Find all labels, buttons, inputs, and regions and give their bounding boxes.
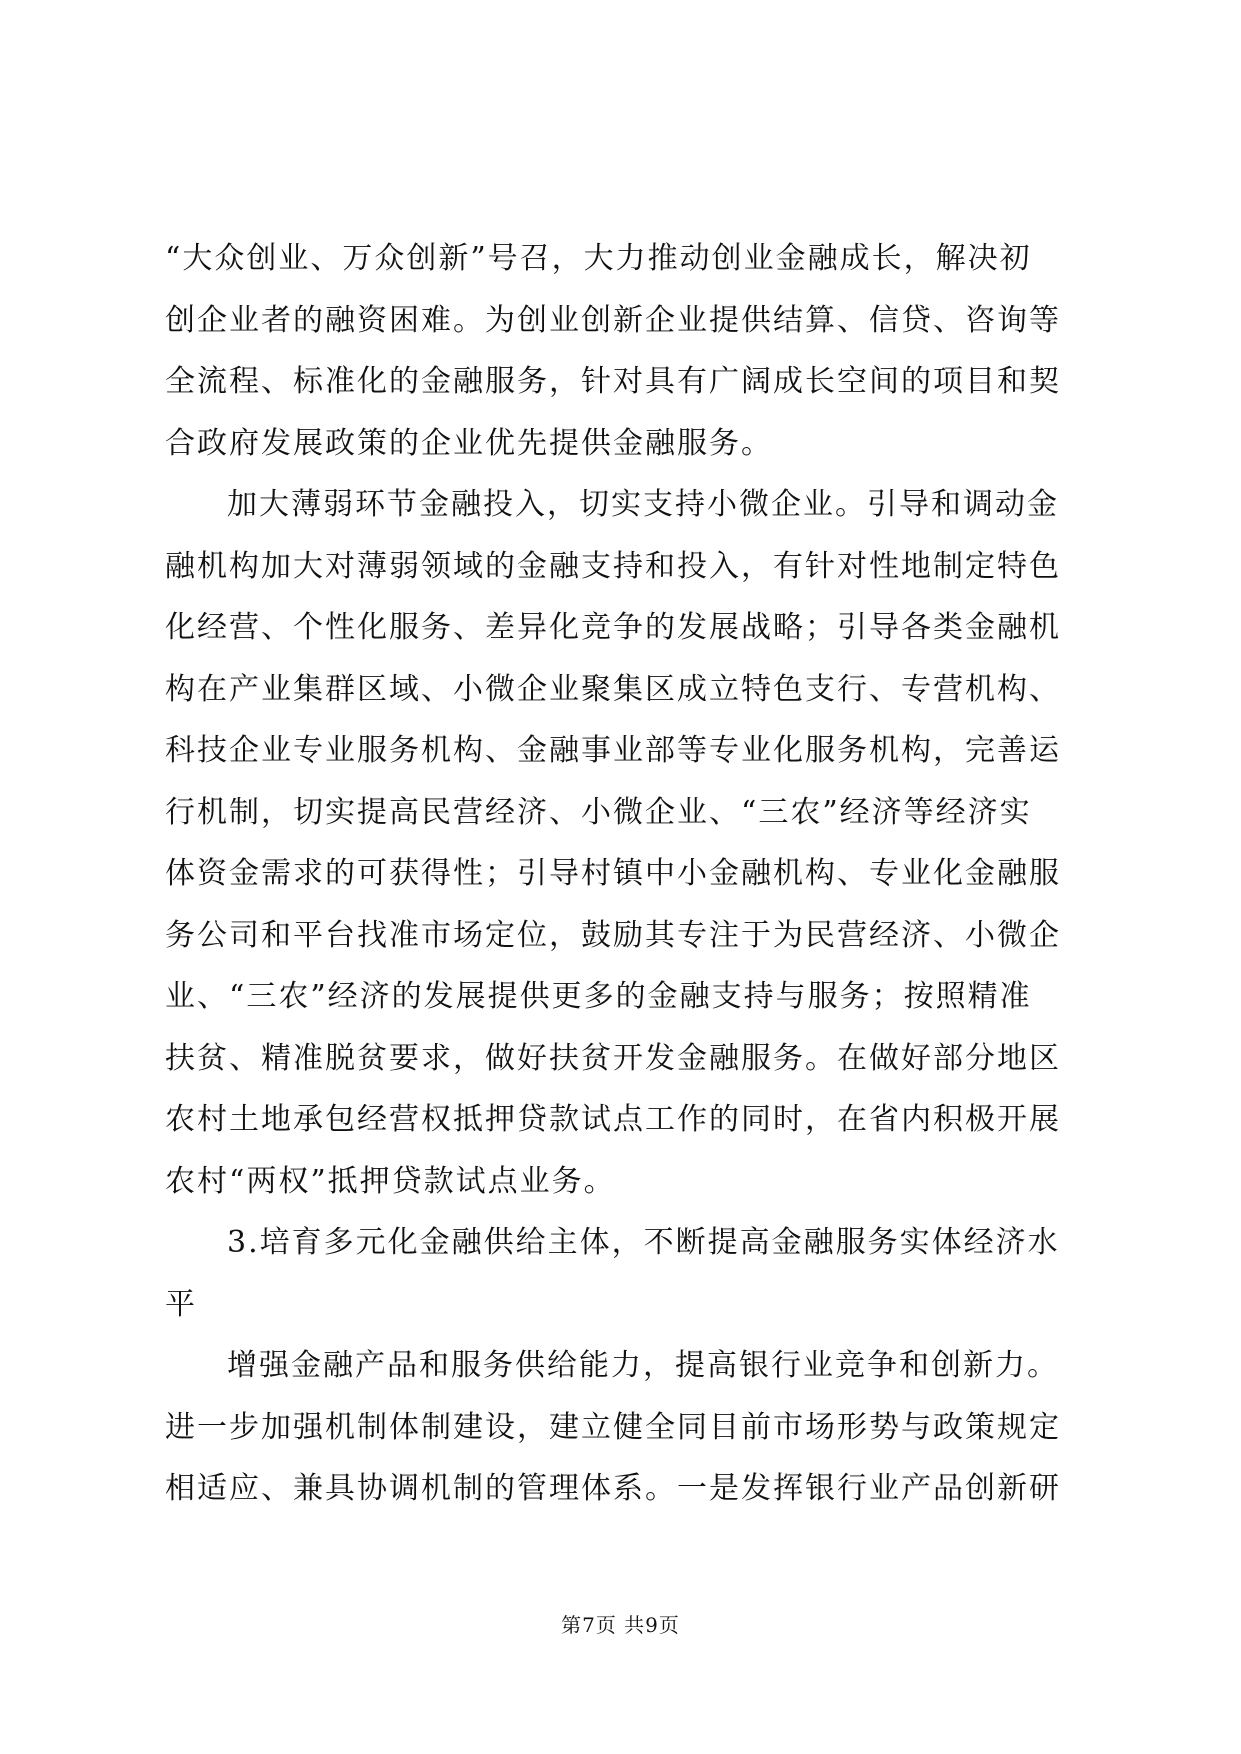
page-number-footer: 第7页 共9页 <box>561 1613 680 1637</box>
text-line: 务公司和平台找准市场定位，鼓励其专注于为民营经济、小微企 <box>165 917 1061 953</box>
text-line: 融机构加大对薄弱领域的金融支持和投入，有针对性地制定特色 <box>165 548 1061 584</box>
text-line: 创企业者的融资困难。为创业创新企业提供结算、信贷、咨询等 <box>165 302 1061 338</box>
document-body <box>165 228 1085 1520</box>
text-line: 合政府发展政策的企业优先提供金融服务。 <box>165 425 773 461</box>
paragraph-first-line: 加大薄弱环节金融投入，切实支持小微企业。引导和调动金 <box>227 487 1059 522</box>
text-line: 农村土地承包经营权抵押贷款试点工作的同时，在省内积极开展 <box>165 1102 1061 1137</box>
text-line: 进一步加强机制体制建设，建立健全同目前市场形势与政策规定 <box>165 1409 1061 1445</box>
text-line: “大众创业、万众创新”号召，大力推动创业金融成长，解决初 <box>165 241 1032 276</box>
text-line: 化经营、个性化服务、差异化竞争的发展战略；引导各类金融机 <box>165 610 1061 645</box>
text-line: 业、“三农”经济的发展提供更多的金融支持与服务；按照精准 <box>165 979 1032 1014</box>
text-line: 构在产业集群区域、小微企业聚集区成立特色支行、专营机构、 <box>165 671 1061 707</box>
text-line: 科技企业专业服务机构、金融事业部等专业化服务机构，完善运 <box>165 733 1061 768</box>
text-line: 相适应、兼具协调机制的管理体系。一是发挥银行业产品创新研 <box>165 1471 1061 1506</box>
text-line: 农村“两权”抵押贷款试点业务。 <box>165 1163 616 1199</box>
text-line: 全流程、标准化的金融服务，针对具有广阔成长空间的项目和契 <box>165 364 1061 399</box>
paragraph-first-line: 增强金融产品和服务供给能力，提高银行业竞争和创新力。 <box>227 1348 1059 1383</box>
text-line: 扶贫、精准脱贫要求，做好扶贫开发金融服务。在做好部分地区 <box>165 1040 1061 1076</box>
section-heading: 3.培育多元化金融供给主体，不断提高金融服务实体经济水 <box>227 1225 1060 1260</box>
section-heading-continuation: 平 <box>165 1286 197 1322</box>
text-line: 行机制，切实提高民营经济、小微企业、“三农”经济等经济实 <box>165 794 1032 830</box>
text-line: 体资金需求的可获得性；引导村镇中小金融机构、专业化金融服 <box>165 856 1061 891</box>
